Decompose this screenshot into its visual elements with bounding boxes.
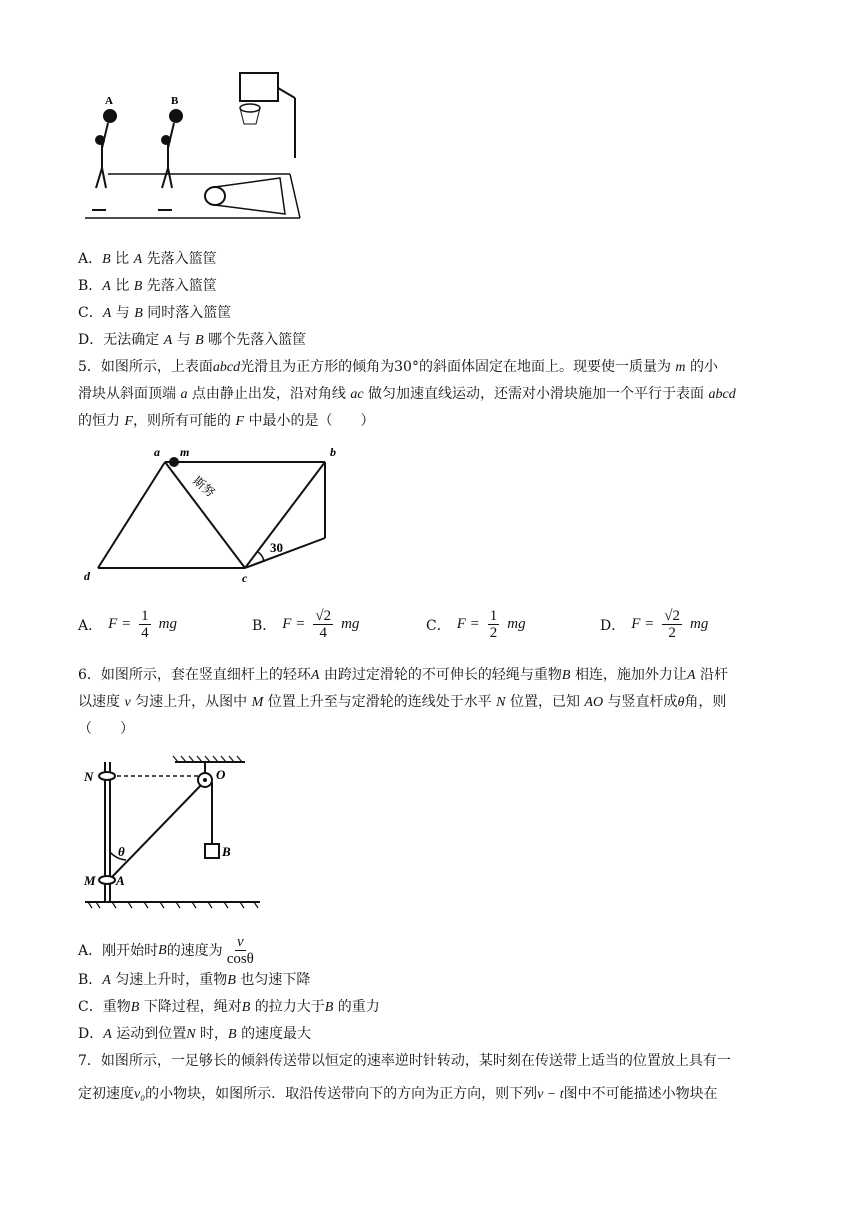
player-b <box>162 110 182 188</box>
label-b-weight: B <box>222 844 231 859</box>
label-b: b <box>330 445 336 459</box>
q6-stem-line1: 6．如图所示，套在竖直细杆上的轻环A 由跨过定滑轮的不可伸长的轻绳与重物B 相连，施加外力让A 沿杆 <box>78 667 728 683</box>
q4-option-c[interactable]: C．A 与 B 同时落入篮筐 <box>78 305 232 321</box>
label-d: d <box>84 569 90 583</box>
player-a <box>96 110 116 188</box>
handwritten-note: 斯努 <box>190 473 218 500</box>
label-theta: θ <box>118 844 125 859</box>
incline-figure <box>80 440 355 585</box>
label-a-ring: A <box>116 873 125 888</box>
q4-option-b[interactable]: B．A 比 B 先落入篮筐 <box>78 278 217 294</box>
q5-option-b[interactable]: B． F = $\frac{√2}{4}$ mg <box>252 608 360 641</box>
player-a-label: A <box>105 95 113 107</box>
label-m: M <box>84 873 96 888</box>
q6-option-d[interactable]: D．A 运动到位置N 时，B 的速度最大 <box>78 1026 312 1042</box>
q6-stem-line2: 以速度 v 匀速上升，从图中 M 位置上升至与定滑轮的连线处于水平 N 位置，已知 AO 与竖直杆成θ角，则 <box>78 694 727 710</box>
pulley-figure <box>80 752 270 917</box>
label-a: a <box>154 445 160 459</box>
q6-option-a[interactable]: A．刚开始时 B 的速度为 $\frac{v}{\cos\theta}$ <box>78 934 254 967</box>
q4-option-d[interactable]: D．无法确定 A 与 B 哪个先落入篮筐 <box>78 332 307 348</box>
q5-option-a[interactable]: A． F = $\frac{1}{4}$ mg <box>78 608 178 641</box>
label-o: O <box>216 767 226 782</box>
q5-stem-line3: 的恒力 F，则所有可能的 F 中最小的是（ ） <box>78 413 375 429</box>
label-c: c <box>242 571 248 585</box>
q4-option-a[interactable]: A．B 比 A 先落入篮筐 <box>78 251 217 267</box>
q7-stem-line2: 定初速度v₀的小物块，如图所示．取沿传送带向下的方向为正方向，则下列v − t图中不可能描述小物块在 <box>78 1086 718 1102</box>
angle-label: 30 <box>270 540 283 555</box>
q5-stem-line1: 5．如图所示，上表面abcd光滑且为正方形的倾角为30°的斜面体固定在地面上。现要使一质量为 m 的小 <box>78 359 718 375</box>
q6-option-b[interactable]: B．A 匀速上升时，重物B 也匀速下降 <box>78 972 311 988</box>
q5-option-d[interactable]: D． F = $\frac{√2}{2}$ mg <box>600 608 709 641</box>
q5-option-c[interactable]: C． F = $\frac{1}{2}$ mg <box>426 608 526 641</box>
basketball-figure <box>80 68 310 228</box>
q7-stem-line1: 7．如图所示，一足够长的倾斜传送带以恒定的速率逆时针转动，某时刻在传送带上适当的位置放上具有一 <box>78 1053 731 1069</box>
player-b-label: B <box>171 95 179 107</box>
q6-stem-line3: （ ） <box>78 721 134 737</box>
label-n: N <box>84 769 94 784</box>
q5-stem-line2: 滑块从斜面顶端 a 点由静止出发，沿对角线 ac 做匀加速直线运动，还需对小滑块施加一个平行于表面 abcd <box>78 386 736 402</box>
q6-option-c[interactable]: C．重物B 下降过程，绳对B 的拉力大于B 的重力 <box>78 999 380 1015</box>
label-m: m <box>180 445 190 459</box>
